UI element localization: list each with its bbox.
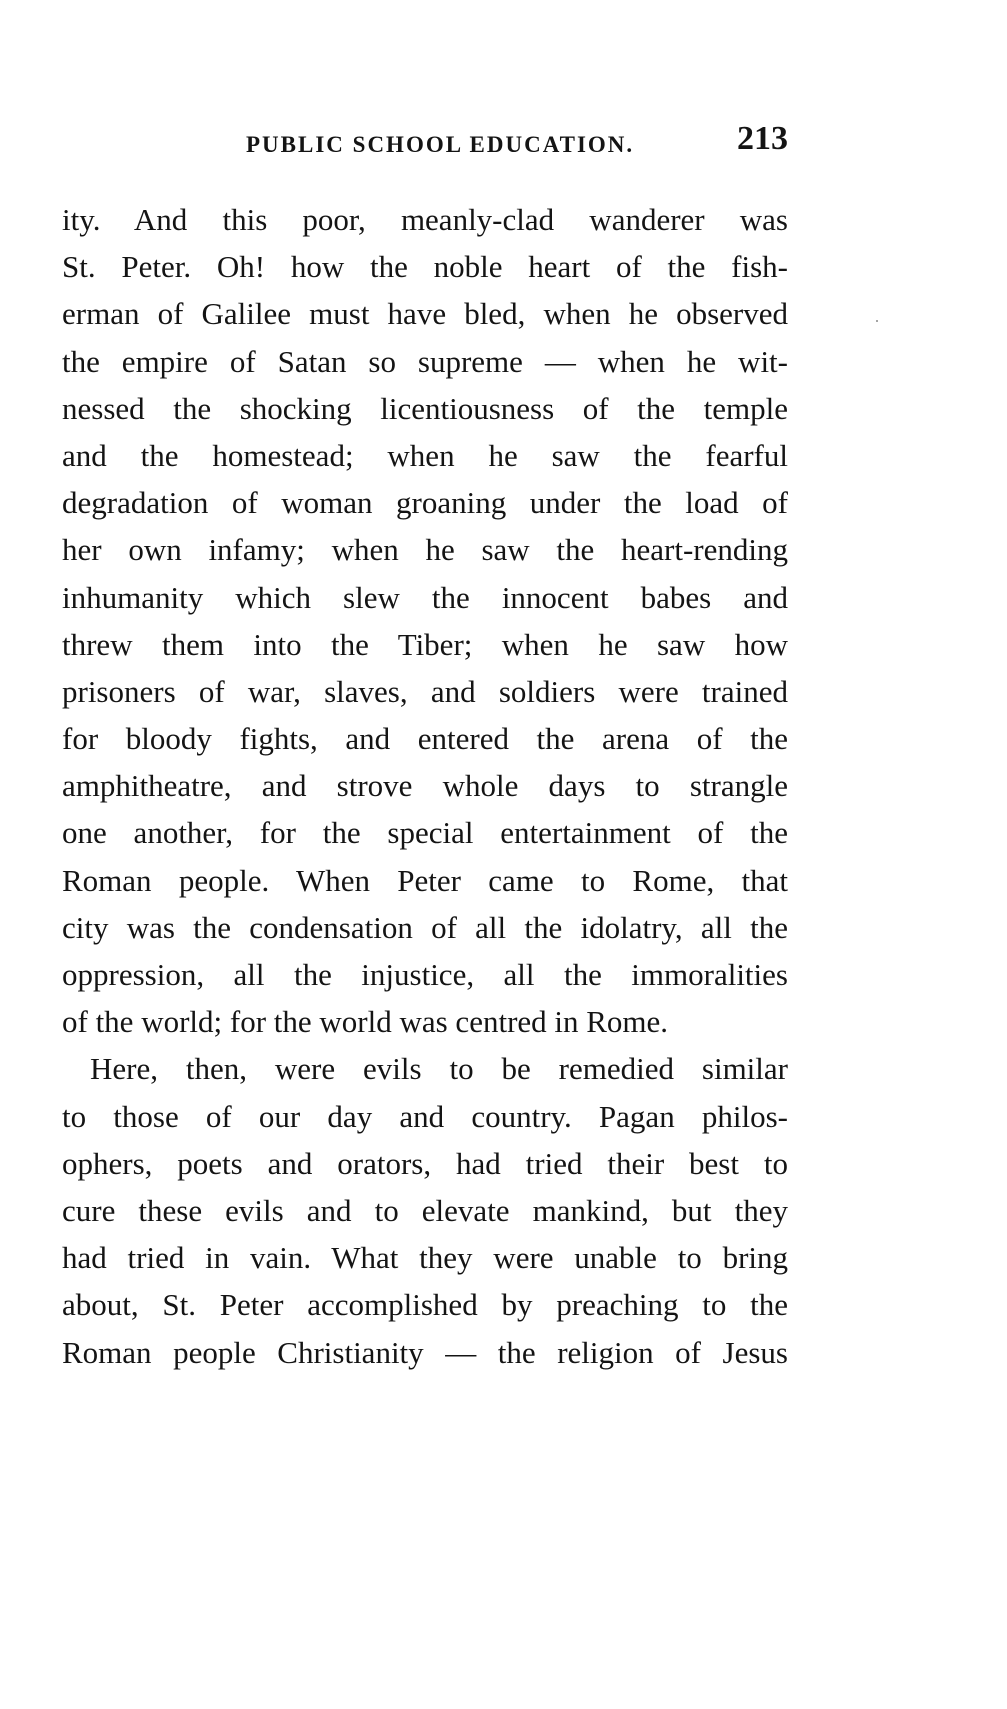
text-line: St. Peter. Oh! how the noble heart of the fish- [62, 249, 788, 285]
running-title: PUBLIC SCHOOL EDUCATION. [246, 132, 635, 157]
text-line-paragraph-start: Here, then, were evils to be remedied similar [90, 1051, 788, 1087]
page-number: 213 [737, 120, 788, 157]
text-line-paragraph-end: of the world; for the world was centred in Rome. [62, 1004, 669, 1040]
text-line: amphitheatre, and strove whole days to strangle [62, 768, 788, 804]
text-line: Roman people. When Peter came to Rome, that [62, 862, 788, 898]
text-line: for bloody fights, and entered the arena of the [62, 721, 788, 757]
text-line: had tried in vain. What they were unable to bring [62, 1240, 788, 1276]
text-line: erman of Galilee must have bled, when he observed [62, 296, 788, 332]
text-line: city was the condensation of all the idolatry, all the [62, 909, 788, 945]
text-line: ity. And this poor, meanly-clad wanderer was [62, 202, 788, 237]
text-line: nessed the shocking licentiousness of the temple [62, 390, 788, 426]
text-line: and the homestead; when he saw the fearful [62, 437, 788, 473]
text-line: threw them into the Tiber; when he saw how [62, 626, 788, 662]
text-line: one another, for the special entertainment of the [62, 815, 788, 851]
running-header [232, 118, 788, 158]
text-line: the empire of Satan so supreme — when he wit- [62, 343, 788, 379]
text-line: her own infamy; when he saw the heart-rending [62, 532, 788, 568]
text-line: Roman people Christianity — the religion of Jesus [62, 1334, 788, 1370]
text-line: inhumanity which slew the innocent babes and [62, 579, 788, 615]
text-line: about, St. Peter accomplished by preaching to the [62, 1287, 788, 1323]
text-line: degradation of woman groaning under the load of [62, 485, 788, 521]
text-line: ophers, poets and orators, had tried their best to [62, 1145, 788, 1181]
text-line: to those of our day and country. Pagan philos- [62, 1098, 788, 1134]
text-line: oppression, all the injustice, all the immoralities [62, 957, 788, 992]
scan-speck [876, 320, 878, 322]
body-text [62, 196, 788, 1376]
text-line: prisoners of war, slaves, and soldiers were trained [62, 673, 788, 709]
text-line: cure these evils and to elevate mankind, but they [62, 1192, 788, 1228]
